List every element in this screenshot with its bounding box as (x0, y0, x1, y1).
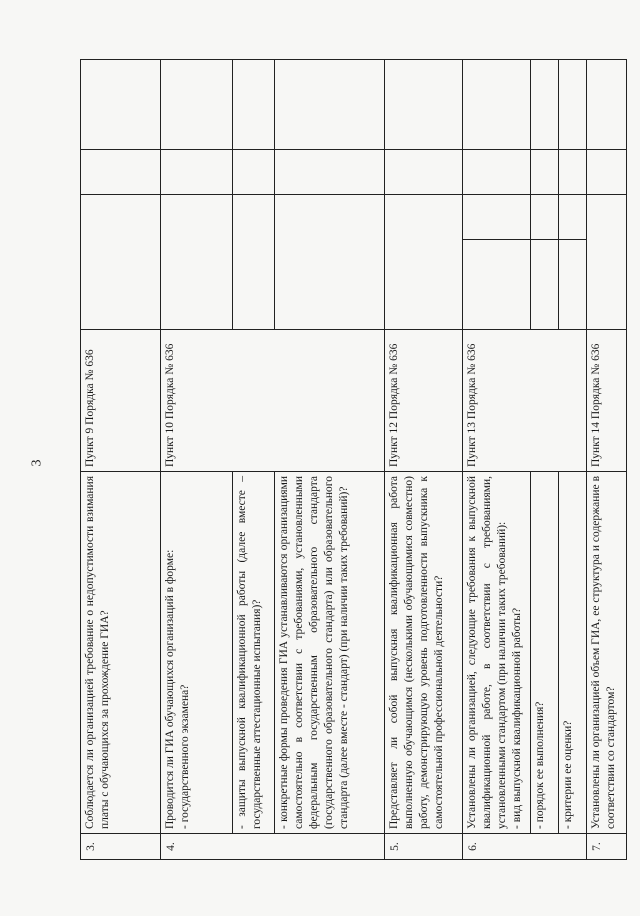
row-number: 7. (587, 834, 627, 860)
blank-cell (463, 240, 531, 330)
table-row-5 (385, 60, 463, 860)
blank-cell (587, 60, 627, 150)
question-text: Установлены ли организацией, следующие требования к выпускной квалификационной работе, в соответствии с требованиями, установленными стандартом (при наличии таких требований): (466, 476, 508, 829)
blank-cell (559, 60, 587, 150)
blank-cell (463, 195, 531, 240)
question-subitem: - вид выпускной квалификационной работы? (511, 607, 523, 829)
blank-cell (587, 195, 627, 330)
blank-cell (531, 150, 559, 195)
reference-cell: Пункт 10 Порядка № 636 (161, 330, 385, 472)
question-cell: Соблюдается ли организацией требование о недопустимости взимания платы с обучающихся за прохождение ГИА? (81, 472, 161, 834)
blank-cell (161, 150, 233, 195)
blank-cell (233, 60, 275, 150)
reference-cell: Пункт 14 Порядка № 636 (587, 330, 627, 472)
blank-cell (531, 195, 559, 240)
reference-cell: Пункт 12 Порядка № 636 (385, 330, 463, 472)
reference-cell: Пункт 9 Порядка № 636 (81, 330, 161, 472)
row-number: 5. (385, 834, 463, 860)
rotated-checklist-table (80, 60, 617, 860)
blank-cell (233, 150, 275, 195)
blank-cell (81, 195, 161, 330)
table-row-7 (587, 60, 627, 860)
blank-cell (385, 150, 463, 195)
blank-cell (559, 150, 587, 195)
question-subitem: - порядок ее выполнения? (531, 472, 559, 834)
question-cell: Представляет ли собой выпускная квалификационная работа выполненную обучающимся (несколькими обучающимися совместно) работу, демонстрирующую уровень подготовленности выпускника к самостоятельной профессиональной деятельности? (385, 472, 463, 834)
blank-cell (233, 195, 275, 330)
question-cell: Установлены ли организацией объем ГИА, ее структура и содержание в соответствии со стандартом? (587, 472, 627, 834)
question-subitem: - государственного экзамена? (179, 684, 191, 829)
row-number: 3. (81, 834, 161, 860)
table-row-3 (81, 60, 161, 860)
reference-cell: Пункт 13 Порядка № 636 (463, 330, 587, 472)
blank-cell (275, 150, 385, 195)
blank-cell (385, 60, 463, 150)
blank-cell (531, 60, 559, 150)
blank-cell (559, 195, 587, 240)
question-text: Проводится ли ГИА обучающихся организаций в форме: (164, 549, 176, 829)
blank-cell (81, 150, 161, 195)
blank-cell (81, 60, 161, 150)
row-number: 4. (161, 834, 385, 860)
blank-cell (587, 150, 627, 195)
table-row-6 (463, 60, 531, 860)
blank-cell (161, 60, 233, 150)
question-cell (463, 472, 531, 834)
table-row-4 (161, 60, 233, 860)
blank-cell (463, 150, 531, 195)
page-number: 3 (29, 459, 45, 467)
blank-cell (275, 195, 385, 330)
blank-cell (463, 60, 531, 150)
checklist-table (80, 59, 627, 860)
blank-cell (531, 240, 559, 330)
row-number: 6. (463, 834, 587, 860)
blank-cell (161, 195, 233, 330)
blank-cell (275, 60, 385, 150)
question-subitem: - конкретные формы проведения ГИА устанавливаются организациями самостоятельно в соответствии с требованиями, установленными федеральным государственным образовательного стандарта (государственного образовательного стандарта) или образовательного стандарта (далее вместе - стандарт) (при наличии таких требований)? (275, 472, 385, 834)
blank-cell (385, 195, 463, 330)
blank-cell (559, 240, 587, 330)
question-subitem: - защиты выпускной квалификационной работы (далее вместе – государственные аттестационные испытания)? (233, 472, 275, 834)
question-cell (161, 472, 233, 834)
question-subitem: - критерии ее оценки? (559, 472, 587, 834)
